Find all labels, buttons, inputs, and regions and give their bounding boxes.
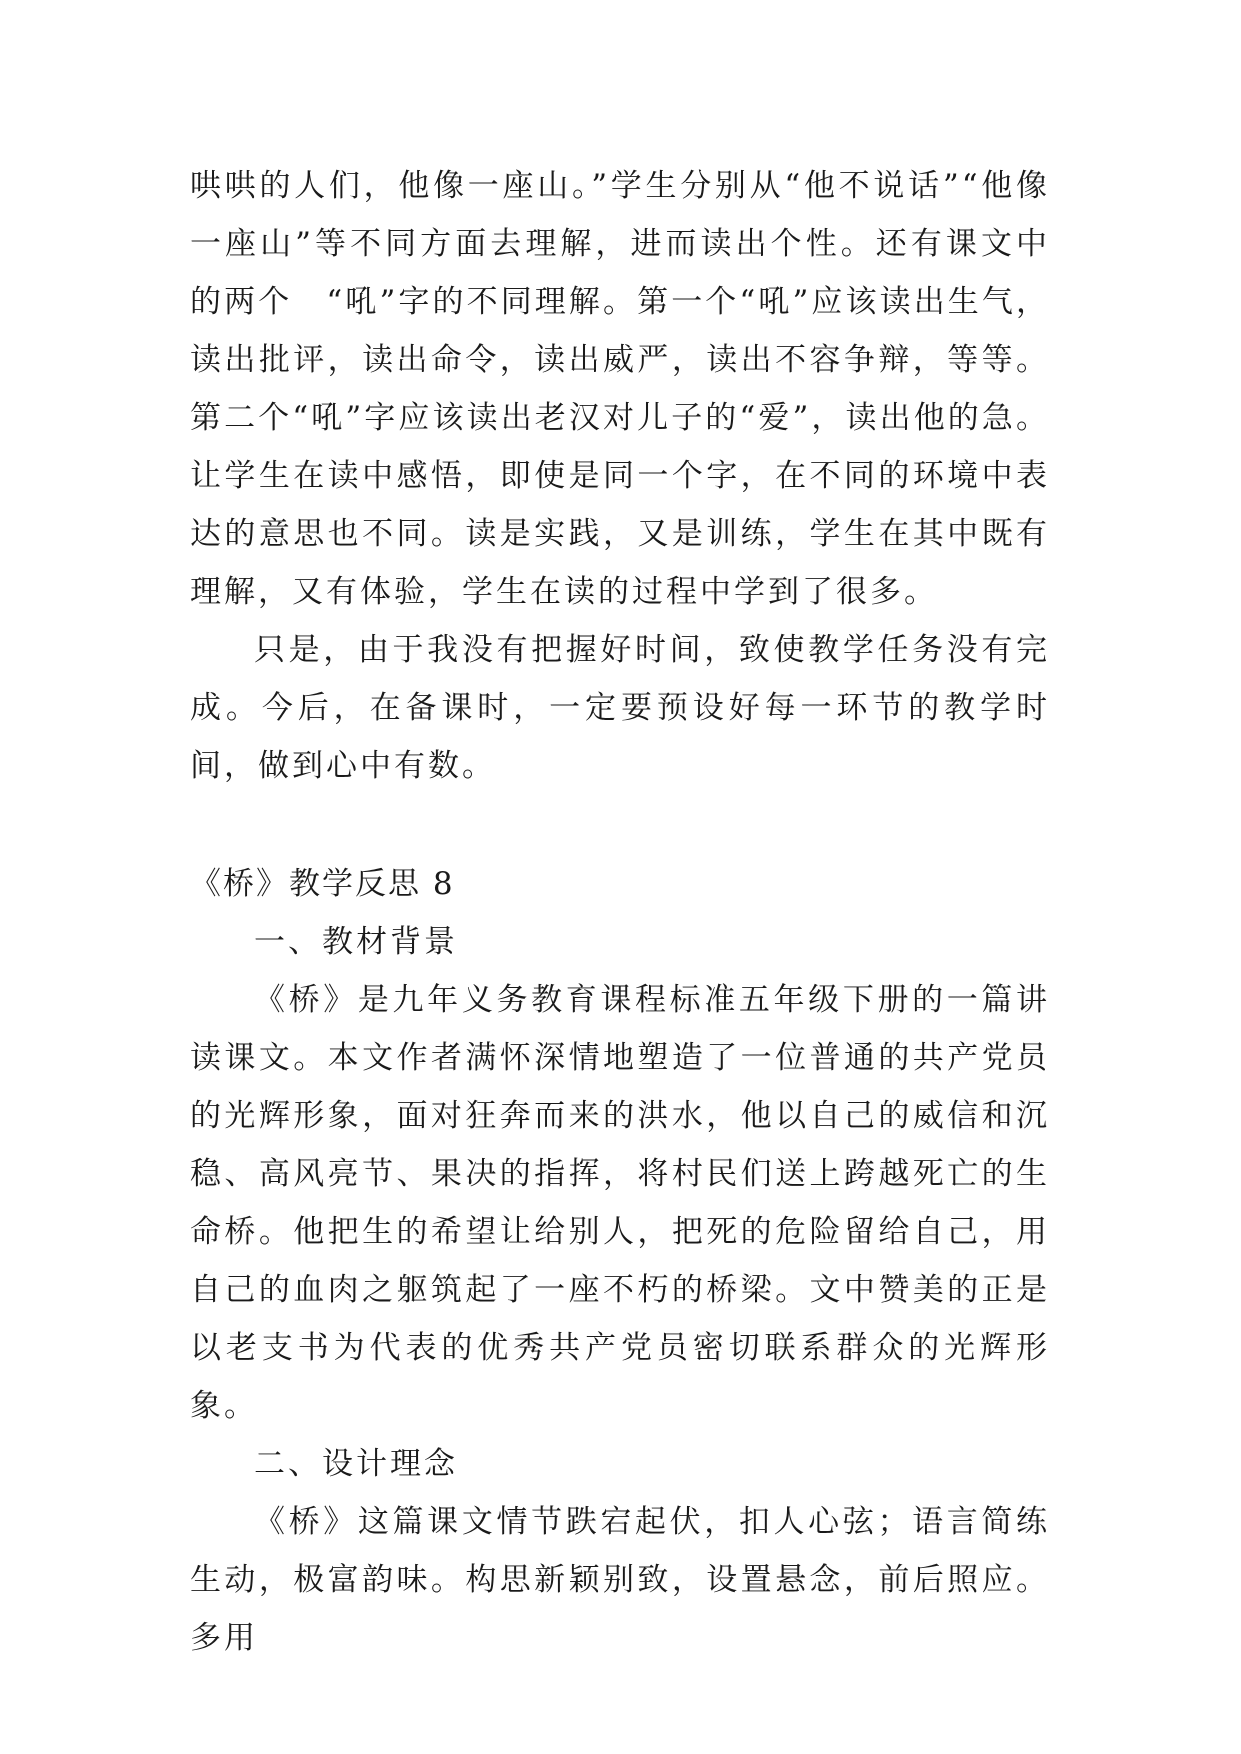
- section-title: 《桥》教学反思 8: [190, 866, 455, 902]
- heading-design-concept: 二、设计理念: [254, 1446, 458, 1482]
- heading-textbook-background: 一、教材背景: [254, 924, 458, 960]
- paragraph-design-concept: 《桥》这篇课文情节跌宕起伏，扣人心弦；语言简练生动，极富韵味。构思新颖别致，设置悬念，前后照应。多用: [190, 1504, 1050, 1656]
- closing-paragraph: 只是，由于我没有把握好时间，致使教学任务没有完成。今后，在备课时，一定要预设好每一环节的教学时间，做到心中有数。: [190, 632, 1050, 784]
- continued-text-block: [190, 157, 1050, 795]
- paragraph-textbook-background: 《桥》是九年义务教育课程标准五年级下册的一篇讲读课文。本文作者满怀深情地塑造了一位普通的共产党员的光辉形象，面对狂奔而来的洪水，他以自己的威信和沉稳、高风亮节、果决的指挥，将村民们送上跨越死亡的生命桥。他把生的希望让给别人，把死的危险留给自己，用自己的血肉之躯筑起了一座不朽的桥梁。文中赞美的正是以老支书为代表的优秀共产党员密切联系群众的光辉形象。: [190, 982, 1050, 1424]
- section-block: [190, 855, 1050, 1667]
- continued-paragraph: 哄哄的人们，他像一座山。”学生分别从“他不说话”“他像一座山”等不同方面去理解，进而读出个性。还有课文中的两个 “吼”字的不同理解。第一个“吼”应该读出生气，读出批评，读出命令，读出威严，读出不容争辩，等等。第二个“吼”字应该读出老汉对儿子的“爱”，读出他的急。让学生在读中感悟，即使是同一个字，在不同的环境中表达的意思也不同。读是实践，又是训练，学生在其中既有理解，又有体验，学生在读的过程中学到了很多。: [190, 168, 1050, 610]
